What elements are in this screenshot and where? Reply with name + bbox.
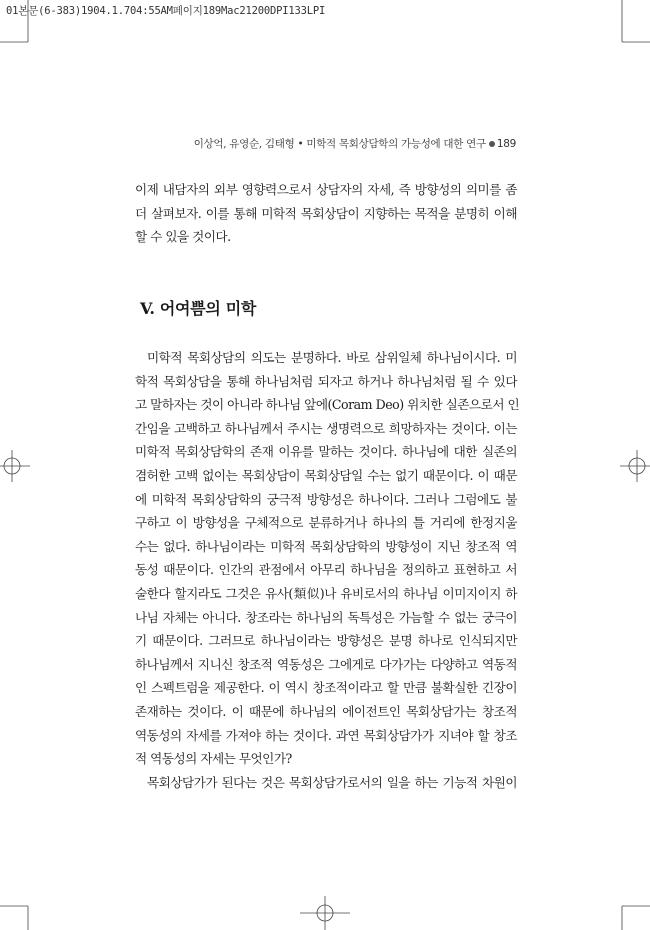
registration-target-right [620,450,650,482]
text-line: 술한다 할지라도 그것은 유사(類似)나 유비로서의 하나님 이미지이지 하 [135,585,517,601]
registration-target-left [0,450,30,482]
registration-target-bottom [300,896,350,930]
body-paragraph [135,346,520,794]
bullet-icon [489,141,495,147]
text-line: 더 살펴보자. 이를 통해 미학적 목회상담이 지향하는 목적을 분명히 이해 [135,205,517,221]
text-line: 학적 목회상담을 통해 하나님처럼 되자고 하거나 하나님처럼 될 수 있다 [135,373,517,389]
text-line: 겸허한 고백 없이는 목회상담이 목회상담일 수는 없기 때문이다. 이 때문 [135,467,517,483]
text-line: 적 역동성의 자세는 무엇인가? [135,751,292,767]
text-line: 이제 내담자의 외부 영향력으로서 상담자의 자세, 즉 방향성의 의미를 좀 [135,182,517,197]
text-line: 동성 때문이다. 인간의 관점에서 아무리 하나님을 정의하고 표현하고 서 [135,562,517,578]
text-line: 간임을 고백하고 하나님께서 주시는 생명력으로 희망하자는 것이다. 이는 [135,420,517,436]
print-slug-line: 01본문(6-383)1904.1.704:55AM페이지189Mac21200DPI133LPI [6,5,326,17]
text-line: 할 수 있을 것이다. [135,229,231,245]
running-head [194,136,516,151]
text-line: 하나님께서 지니신 창조적 역동성은 그에게로 다가가는 다양하고 역동적 [135,656,517,672]
text-line: 구하고 이 방향성을 구체적으로 분류하거나 하나의 틀 거리에 한정지울 [135,515,517,531]
running-head-title: 미학적 목회상담학의 가능성에 대한 연구 [306,138,486,150]
text-line: 나님 자체는 아니다. 창조라는 하나님의 독특성은 가늠할 수 없는 궁극이 [135,609,517,625]
text-line: 역동성의 자세를 가져야 하는 것이다. 과연 목회상담가가 지녀야 할 창조 [135,727,517,743]
text-line: 에 미학적 목회상담학의 궁극적 방향성은 하나이다. 그러나 그럼에도 불 [135,491,517,507]
page-number: 189 [496,138,516,150]
text-line: 기 때문이다. 그러므로 하나님이라는 방향성은 분명 하나로 인식되지만 [135,633,517,649]
intro-paragraph [135,178,517,249]
separator-dot-icon: • [297,138,304,150]
section-heading: V. 어여쁨의 미학 [140,299,257,318]
text-line: 수는 없다. 하나님이라는 미학적 목회상담학의 방향성이 지닌 창조적 역 [135,538,517,554]
text-line: 고 말하자는 것이 아니라 하나님 앞에(Coram Deo) 위치한 실존으로서 인 [135,397,520,413]
running-head-authors: 이상억, 유영순, 김태형 [193,138,295,150]
text-line: 인 스펙트럼을 제공한다. 이 역시 창조적이라고 할 만큼 불확실한 긴장이 [135,680,517,696]
text-line: 미학적 목회상담의 의도는 분명하다. 바로 삼위일체 하나님이시다. 미 [147,350,517,365]
text-line: 목회상담가가 된다는 것은 목회상담가로서의 일을 하는 기능적 차원이 [147,774,517,790]
text-line: 존재하는 것이다. 이 때문에 하나님의 에이전트인 목회상담가는 창조적 [135,703,517,719]
text-line: 미학적 목회상담학의 존재 이유를 말하는 것이다. 하나님에 대한 실존의 [135,444,517,460]
